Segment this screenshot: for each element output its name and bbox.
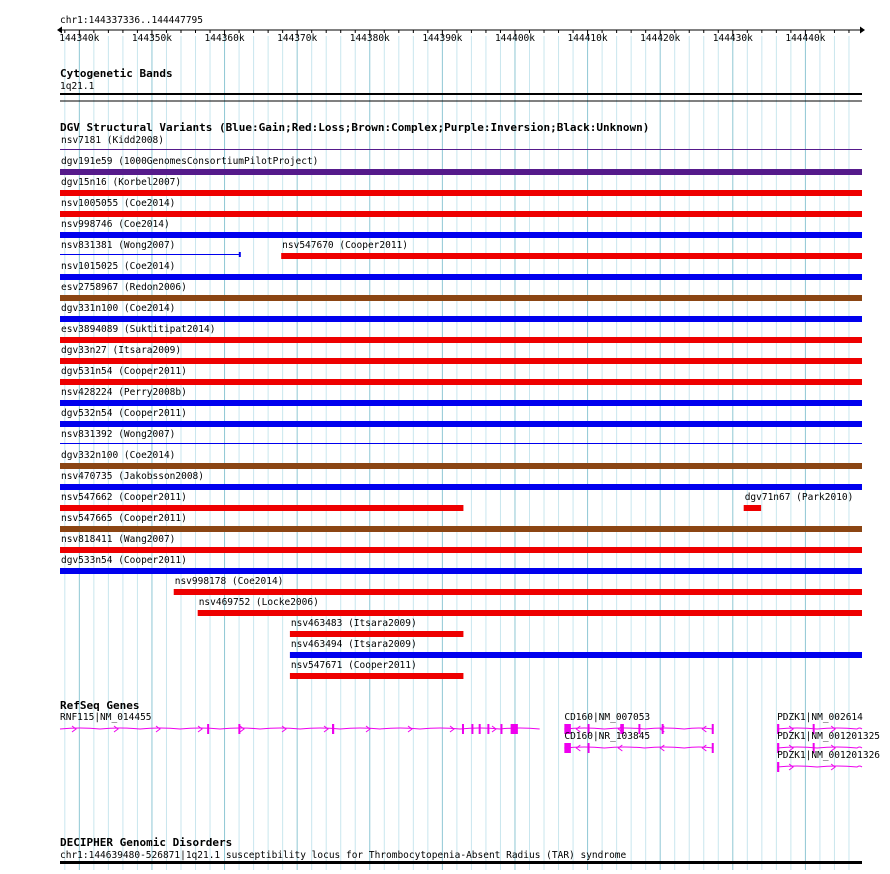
strand-arrow-icon — [408, 726, 412, 732]
ruler-tick-label: 144400k — [494, 33, 535, 44]
strand-arrow-icon — [702, 726, 706, 732]
dgv-feature-bar[interactable] — [60, 379, 862, 385]
dgv-feature-label[interactable]: dgv15n16 (Korbel2007) — [61, 177, 182, 188]
cytoband-name: 1q21.1 — [60, 81, 95, 92]
dgv-feature-bar[interactable] — [198, 610, 862, 616]
dgv-feature-bar[interactable] — [174, 589, 862, 595]
strand-arrow-icon — [156, 726, 160, 732]
dgv-feature-label[interactable]: esv2758967 (Redon2006) — [61, 282, 187, 293]
strand-arrow-icon — [450, 726, 454, 732]
dgv-feature-bar[interactable] — [744, 505, 761, 511]
strand-arrow-icon — [240, 726, 244, 732]
dgv-feature-label[interactable]: nsv463483 (Itsara2009) — [290, 618, 417, 629]
strand-arrow-icon — [492, 726, 496, 732]
gene-intron-line[interactable] — [60, 728, 540, 729]
gene-label[interactable]: PDZK1|NM_001201325 — [777, 731, 881, 742]
gene-exon[interactable] — [471, 724, 473, 734]
gene-label[interactable]: PDZK1|NM_001201326 — [777, 750, 881, 761]
dgv-feature-bar[interactable] — [60, 505, 463, 511]
gene-exon[interactable] — [238, 724, 240, 734]
gene-label[interactable]: PDZK1|NM_002614 — [777, 712, 863, 723]
dgv-feature-bar[interactable] — [60, 274, 862, 280]
dgv-feature-bar[interactable] — [290, 652, 862, 658]
dgv-feature-bar[interactable] — [60, 169, 862, 175]
dgv-feature-label[interactable]: dgv332n100 (Coe2014) — [61, 450, 176, 461]
dgv-feature-label[interactable]: dgv191e59 (1000GenomesConsortiumPilotProject) — [61, 156, 319, 167]
dgv-feature-label[interactable]: dgv533n54 (Cooper2011) — [61, 555, 187, 566]
gene-exon[interactable] — [511, 724, 518, 734]
dgv-feature-bar[interactable] — [60, 463, 862, 469]
ruler-tick-label: 144390k — [422, 33, 463, 44]
dgv-feature-label[interactable]: nsv547662 (Cooper2011) — [61, 492, 187, 503]
gene-exon[interactable] — [332, 724, 334, 734]
dgv-feature-label[interactable]: nsv463494 (Itsara2009) — [290, 639, 417, 650]
ruler-tick-label: 144440k — [785, 33, 826, 44]
cytoband-band[interactable] — [60, 93, 862, 95]
decipher-track-title: DECIPHER Genomic Disorders — [60, 836, 233, 849]
gene-exon[interactable] — [479, 724, 481, 734]
dgv-feature-bar[interactable] — [60, 211, 862, 217]
dgv-feature-bar[interactable] — [60, 547, 862, 553]
strand-arrow-icon — [114, 726, 118, 732]
gene-exon[interactable] — [564, 743, 571, 753]
dgv-feature-label[interactable]: nsv547671 (Cooper2011) — [290, 660, 417, 671]
dgv-feature-bar[interactable] — [60, 421, 862, 427]
dgv-feature-label[interactable]: nsv428224 (Perry2008b) — [61, 387, 187, 398]
strand-arrow-icon — [72, 726, 76, 732]
gene-label[interactable]: CD160|NR_103845 — [564, 731, 651, 742]
strand-arrow-icon — [702, 745, 706, 751]
gene-label[interactable]: RNF115|NM_014455 — [60, 712, 152, 723]
dgv-feature-bar[interactable] — [60, 295, 862, 301]
ruler-tick-label: 144340k — [59, 33, 100, 44]
dgv-feature-bar[interactable] — [60, 358, 862, 364]
dgv-feature-label[interactable]: nsv831392 (Wong2007) — [61, 429, 176, 440]
ruler-tick-label: 144350k — [131, 33, 172, 44]
gene-intron-line[interactable] — [564, 747, 713, 748]
dgv-feature-label[interactable]: nsv470735 (Jakobsson2008) — [61, 471, 204, 482]
dgv-feature-label[interactable]: dgv532n54 (Cooper2011) — [61, 408, 187, 419]
dgv-feature-label[interactable]: nsv998178 (Coe2014) — [174, 576, 284, 587]
dgv-feature-bar[interactable] — [290, 673, 464, 679]
dgv-feature-label[interactable]: nsv818411 (Wang2007) — [61, 534, 176, 545]
ruler-right-arrow-icon — [860, 27, 865, 34]
strand-arrow-icon — [576, 745, 580, 751]
ruler-tick-label: 144380k — [349, 33, 390, 44]
dgv-feature-bar[interactable] — [60, 316, 862, 322]
decipher-bar[interactable] — [60, 861, 862, 864]
gene-exon[interactable] — [462, 724, 464, 734]
strand-arrow-icon — [660, 745, 664, 751]
dgv-feature-label[interactable]: nsv1015025 (Coe2014) — [61, 261, 176, 272]
gene-exon[interactable] — [712, 743, 714, 753]
dgv-feature-label[interactable]: esv3894089 (Suktitipat2014) — [61, 324, 216, 335]
gene-exon[interactable] — [487, 724, 489, 734]
gene-exon[interactable] — [588, 743, 590, 753]
decipher-entry-label[interactable]: chr1:144639480-526871|1q21.1 susceptibility locus for Thrombocytopenia-Absent Radius (TAR) syndrome — [60, 850, 627, 861]
dgv-feature-bar[interactable] — [290, 631, 464, 637]
gene-exon[interactable] — [500, 724, 502, 734]
gene-exon[interactable] — [777, 762, 779, 772]
gene-exon[interactable] — [712, 724, 714, 734]
dgv-feature-label[interactable]: nsv831381 (Wong2007) — [61, 240, 176, 251]
dgv-track-title: DGV Structural Variants (Blue:Gain;Red:Loss;Brown:Complex;Purple:Inversion;Black:Unknown) — [60, 121, 650, 134]
dgv-feature-label[interactable]: nsv469752 (Locke2006) — [198, 597, 319, 608]
dgv-feature-bar[interactable] — [60, 484, 862, 490]
strand-arrow-icon — [198, 726, 202, 732]
dgv-feature-label[interactable]: dgv33n27 (Itsara2009) — [61, 345, 182, 356]
dgv-feature-label[interactable]: nsv998746 (Coe2014) — [61, 219, 170, 230]
ruler-tick-label: 144370k — [277, 33, 318, 44]
dgv-feature-label[interactable]: nsv1005055 (Coe2014) — [61, 198, 176, 209]
dgv-feature-label[interactable]: dgv71n67 (Park2010) — [744, 492, 854, 503]
ruler-tick-label: 144410k — [567, 33, 608, 44]
dgv-feature-bar[interactable] — [60, 337, 862, 343]
dgv-feature-bar[interactable] — [281, 253, 862, 259]
refseq-track-title: RefSeq Genes — [60, 699, 140, 712]
location-label: chr1:144337336..144447795 — [60, 15, 203, 26]
gene-exon[interactable] — [662, 724, 664, 734]
dgv-feature-bar[interactable] — [60, 232, 862, 238]
ruler-tick-label: 144360k — [204, 33, 245, 44]
strand-arrow-icon — [618, 745, 622, 751]
dgv-feature-label[interactable]: dgv531n54 (Cooper2011) — [61, 366, 187, 377]
dgv-feature-label[interactable]: nsv547670 (Cooper2011) — [282, 240, 409, 251]
dgv-feature-label[interactable]: dgv331n100 (Coe2014) — [61, 303, 176, 314]
dgv-feature-label[interactable]: nsv547665 (Cooper2011) — [61, 513, 187, 524]
dgv-feature-label[interactable]: nsv7181 (Kidd2008) — [61, 135, 164, 146]
cytoband-track-title: Cytogenetic Bands — [60, 67, 173, 80]
dgv-feature-bar[interactable] — [60, 568, 862, 574]
ruler-tick-label: 144420k — [640, 33, 681, 44]
gene-label[interactable]: CD160|NM_007053 — [564, 712, 651, 723]
dgv-feature-bar[interactable] — [60, 400, 862, 406]
gene-exon[interactable] — [207, 724, 209, 734]
dgv-feature-bar[interactable] — [60, 190, 862, 196]
dgv-feature-bar[interactable] — [60, 526, 862, 532]
ruler-tick-label: 144430k — [712, 33, 753, 44]
